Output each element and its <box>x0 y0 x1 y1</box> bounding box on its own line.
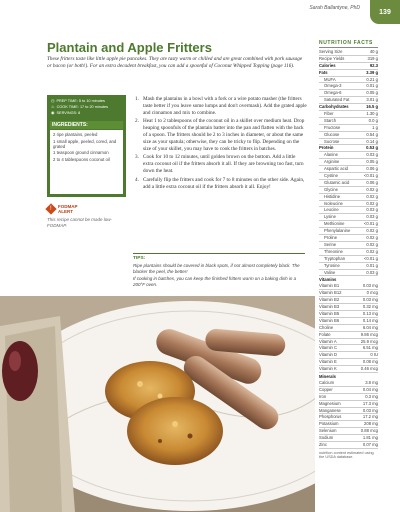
nutrient-name: Vitamin E <box>319 359 337 365</box>
nutrient-name: Folate <box>319 331 331 337</box>
nutrient-value: 3.8 mg <box>365 379 378 385</box>
prep-time: ◷ PREP TIME: 5 to 10 minutes <box>51 98 105 103</box>
nutrition-row <box>319 201 378 208</box>
recipe-title: Plantain and Apple Fritters <box>47 40 212 55</box>
minerals-heading: Minerals <box>319 373 336 379</box>
nutrient-value: 0.07 mg <box>362 441 378 447</box>
nutrition-row <box>319 214 378 221</box>
nutrient-value: 3.01 g <box>366 97 378 103</box>
nutrient-name: Vitamin B6 <box>319 317 340 323</box>
nutrition-rows <box>319 49 378 276</box>
nutrient-name: Vitamin D <box>319 352 338 358</box>
nutrient-name: Threonine <box>324 248 343 254</box>
page-number-badge: 139 <box>370 0 400 24</box>
nutrition-title: NUTRITION FACTS <box>319 40 378 48</box>
nutrient-name: Leucine <box>324 207 339 213</box>
nutrient-value: 0.06 g <box>366 166 378 172</box>
nutrition-row <box>319 442 378 449</box>
nutrition-row <box>319 408 378 415</box>
servings-icon: ◉ <box>51 110 55 115</box>
ingredients-heading: INGREDIENTS: <box>50 121 123 129</box>
nutrient-name: Vitamin A <box>319 338 337 344</box>
time-list <box>47 95 126 119</box>
nutrient-name: Proline <box>324 235 338 241</box>
nutrition-row <box>319 159 378 166</box>
nutrient-value: 0.05 g <box>366 159 378 165</box>
nutrient-value: 6.51 mg <box>362 345 378 351</box>
nutrient-name: Lysine <box>324 214 336 220</box>
nutrient-value: 0.21 g <box>366 76 378 82</box>
nutrient-value: 0.13 mg <box>362 310 378 316</box>
nutrient-value: 0.01 g <box>366 83 378 89</box>
tips-section <box>133 253 305 290</box>
nutrient-value: 0.88 mcg <box>360 428 378 434</box>
nutrient-name: Manganese <box>319 407 341 413</box>
nutrition-row <box>319 63 378 70</box>
nutrient-value: 0.03 mg <box>362 283 378 289</box>
nutrition-row <box>319 118 378 125</box>
nutrient-name: Vitamin B12 <box>319 290 342 296</box>
nutrient-value: 3.39 g <box>366 69 378 75</box>
nutrition-row <box>319 270 378 277</box>
nutrient-value: 0.53 g <box>366 145 378 151</box>
nutrient-name: Zinc <box>319 441 327 447</box>
nutrient-value: 25.9 mcg <box>360 338 378 344</box>
nutrient-name: Glucose <box>324 131 340 137</box>
mineral-rows <box>319 380 378 449</box>
nutrition-row <box>319 187 378 194</box>
nutrient-value: 0.02 g <box>366 228 378 234</box>
recipe-steps <box>135 96 307 192</box>
nutrient-value: 0.03 g <box>366 269 378 275</box>
tip-item: If cooking in batches, you can keep the finished fritters warm on a baking dish in a 200°F oven. <box>133 276 297 288</box>
nutrient-value: 0.02 g <box>366 248 378 254</box>
flame-icon: ♨ <box>51 104 55 109</box>
nutrient-name: Omega-6 <box>324 90 342 96</box>
nutrient-value: 0.54 g <box>366 131 378 137</box>
nutrition-row <box>319 97 378 104</box>
step-item: 2. Heat 1 to 2 tablespoons of the coconut oil in a skillet over medium heat. Drop heaping spoonfuls of the plantain batter into the pan and flatten with the back of a spoon. The fritters should be 2 to 3 inches in diameter, or about the same size as your spatula; otherwise, they can be tricky to flip. Depending on the size of your skillet, you may have to cook the fritters in batches. <box>135 118 305 152</box>
nutrition-row <box>319 380 378 387</box>
nutrient-name: Vitamin B2 <box>319 297 340 303</box>
nutrition-row <box>319 414 378 421</box>
recipe-info-box <box>47 95 126 197</box>
nutrient-value: 319 g <box>367 55 378 61</box>
nutrition-row <box>319 256 378 263</box>
nutrient-value: 0.0 g <box>368 117 378 123</box>
nutrition-row <box>319 145 378 152</box>
ingredient-item: 2 to 4 tablespoons coconut oil <box>53 156 110 162</box>
nutrient-value: 0.05 g <box>366 90 378 96</box>
nutrient-name: Fats <box>319 69 328 75</box>
nutrient-name: Sodium <box>319 435 334 441</box>
nutrient-value: 0.03 g <box>366 152 378 158</box>
nutrient-value: 0.06 g <box>366 179 378 185</box>
nutrient-value: 92.3 <box>369 62 378 68</box>
nutrient-value: 1.81 mg <box>362 435 378 441</box>
alert-icon: ! <box>45 203 56 214</box>
nutrient-name: Arginine <box>324 159 340 165</box>
nutrition-row <box>319 90 378 97</box>
ingredient-item: 1 teaspoon ground cinnamon <box>53 150 109 155</box>
nutrient-value: 0.32 mg <box>362 304 378 310</box>
nutrient-value: 0.03 g <box>366 214 378 220</box>
nutrition-row <box>319 83 378 90</box>
nutrition-row <box>319 263 378 270</box>
nutrient-name: Cystine <box>324 173 338 179</box>
nutrient-name: Valine <box>324 269 336 275</box>
nutrient-value: 0.03 mg <box>362 407 378 413</box>
nutrient-name: Isoleucine <box>324 200 343 206</box>
nutrition-row <box>319 394 378 401</box>
nutrient-value: 0.14 g <box>366 138 378 144</box>
nutrition-row <box>319 104 378 111</box>
nutrient-name: Serine <box>324 241 337 247</box>
alert-label: FODMAP ALERT <box>58 204 78 214</box>
nutrient-name: Recipe Yields <box>319 55 345 61</box>
tips-divider <box>133 253 305 254</box>
cook-time: ♨ COOK TIME: 17 to 20 minutes <box>51 104 109 109</box>
nutrition-row <box>319 242 378 249</box>
ingredients-list <box>50 130 123 194</box>
nutrient-value: 0.01 g <box>366 262 378 268</box>
nutrient-value: 208 mg <box>364 421 378 427</box>
nutrient-name: Phenylalanine <box>324 228 351 234</box>
nutrient-name: Methionine <box>324 221 345 227</box>
nutrition-row <box>319 304 378 311</box>
nutrient-name: Glutamic acid <box>324 179 350 185</box>
nutrient-value: 0 mcg <box>366 290 378 296</box>
vitamin-rows <box>319 283 378 373</box>
nutrient-name: Magnesium <box>319 400 341 406</box>
nutrient-name: Vitamin B5 <box>319 310 340 316</box>
nutrient-name: Omega-3 <box>324 83 342 89</box>
nutrient-value: 0 IU <box>370 352 378 358</box>
nutrition-row <box>319 194 378 201</box>
nutrient-name: Tyrosine <box>324 262 340 268</box>
nutrient-value: 0.14 mg <box>362 317 378 323</box>
nutrient-name: Tryptophan <box>324 255 346 261</box>
nutrient-name: Vitamin C <box>319 345 338 351</box>
nutrient-value: 40 g <box>369 49 378 54</box>
fritters-photo <box>0 296 315 512</box>
nutrient-value: 9.86 mcg <box>360 331 378 337</box>
nutrient-name: Glycine <box>324 186 338 192</box>
nutrient-name: Calcium <box>319 379 335 385</box>
nutrition-row <box>319 366 378 373</box>
nutrition-row <box>319 345 378 352</box>
nutrition-row <box>319 387 378 394</box>
nutrient-name: Carbohydrates <box>319 104 349 110</box>
step-item: 4. Carefully flip the fritters and cook for 7 to 8 minutes on the other side. Again, add a little extra coconut oil if the fritters absorb it all. Enjoy! <box>135 176 305 190</box>
nutrient-value: 0.02 g <box>366 241 378 247</box>
ingredient-item: 1 small apple, peeled, cored, and grated <box>53 138 117 149</box>
nutrient-name: Iron <box>319 393 327 399</box>
nutrient-name: Choline <box>319 324 334 330</box>
servings: ◉ SERVINGS: 8 <box>51 110 81 115</box>
fodmap-alert <box>47 204 126 229</box>
nutrition-row <box>319 180 378 187</box>
nutrient-value: 0.03 g <box>366 207 378 213</box>
ingredient-item: 2 ripe plantains, peeled <box>53 132 98 137</box>
nutrient-value: 0.02 g <box>366 200 378 206</box>
nutrition-row <box>319 332 378 339</box>
nutrient-value: 17.2 mg <box>362 414 378 420</box>
vitamins-heading: Vitamins <box>319 277 337 283</box>
nutrition-facts-panel <box>319 40 378 459</box>
nutrient-value: 17.3 mg <box>362 400 378 406</box>
nutrient-name: Calories <box>319 62 336 68</box>
nutrient-name: Aspartic acid <box>324 166 348 172</box>
nutrition-footnote: nutrition content estimated using the USDA database. <box>319 450 374 460</box>
nutrient-name: Vitamin B3 <box>319 304 340 310</box>
nutrient-name: Starch <box>324 117 337 123</box>
nutrient-name: Selenium <box>319 428 337 434</box>
nutrition-row <box>319 235 378 242</box>
nutrient-value: <0.01 g <box>363 173 378 179</box>
nutrition-row <box>319 283 378 290</box>
nutrient-name: Fiber <box>324 111 334 117</box>
nutrient-value: 0.02 g <box>366 193 378 199</box>
nutrient-value: 16.5 g <box>366 104 378 110</box>
nutrition-row <box>319 290 378 297</box>
nutrient-value: 0.03 mg <box>362 297 378 303</box>
nutrition-row <box>319 152 378 159</box>
nutrient-name: Saturated Fat <box>324 97 350 103</box>
nutrition-row <box>319 297 378 304</box>
nutrition-row <box>319 352 378 359</box>
recipe-intro: These fritters taste like little apple pie pancakes. They are tasty warm or chilled and are great combined with pork sausage or bacon (or both!). For an extra decadent breakfast, you can add a spoonful of Coconut Whipped Topping (page 116). <box>47 56 303 69</box>
clock-icon: ◷ <box>51 98 55 103</box>
nutrition-row <box>319 401 378 408</box>
nutrient-value: 0.46 mcg <box>360 366 378 372</box>
step-item: 3. Cook for 10 to 12 minutes, until golden brown on the bottom. Add a little extra coconut oil if the fritters absorb it all. If they are browning too fast, turn down the heat. <box>135 154 304 174</box>
nutrition-row <box>319 228 378 235</box>
nutrition-row <box>319 132 378 139</box>
nutrition-row <box>319 428 378 435</box>
step-item: 1. Mash the plantains in a bowl with a fork or a wire potato masher (the fritters taste better if you leave some lumps and don't overmash). Add the grated apple and cinnamon and mix to combine. <box>135 96 307 116</box>
alert-text: This recipe cannot be made low-FODMAP. <box>47 217 113 228</box>
nutrient-name: Protein <box>319 145 334 151</box>
nutrient-value: <0.01 g <box>363 255 378 261</box>
nutrient-name: Copper <box>319 386 333 392</box>
nutrient-name: Sucrose <box>324 138 340 144</box>
nutrient-value: 0.08 mg <box>362 359 378 365</box>
nutrient-name: Alanine <box>324 152 338 158</box>
nutrition-row <box>319 318 378 325</box>
nutrient-value: 0.3 mg <box>365 393 378 399</box>
nutrition-row <box>319 339 378 346</box>
nutrient-value: 0.02 g <box>366 235 378 241</box>
nutrition-row <box>319 49 378 56</box>
nutrient-value: 0.02 g <box>366 186 378 192</box>
nutrition-row <box>319 125 378 132</box>
nutrient-name: Vitamin K <box>319 366 337 372</box>
nutrition-row <box>319 435 378 442</box>
nutrition-row <box>319 221 378 228</box>
nutrition-row <box>319 166 378 173</box>
nutrient-name: Phosphorus <box>319 414 342 420</box>
tip-item: Ripe plantains should be covered in black spots, if not almost completely black. The blacker the peel, the better! <box>133 262 300 274</box>
nutrient-name: Histidine <box>324 193 341 199</box>
nutrition-row <box>319 311 378 318</box>
nutrition-row <box>319 70 378 77</box>
nutrition-row <box>319 325 378 332</box>
nutrient-value: 1.30 g <box>366 111 378 117</box>
nutrient-value: 1 g <box>372 124 378 130</box>
nutrition-row <box>319 111 378 118</box>
nutrition-row <box>319 421 378 428</box>
nutrient-name: Vitamin B1 <box>319 283 340 289</box>
nutrient-name: Fructose <box>324 124 341 130</box>
nutrient-value: 6.04 mg <box>362 324 378 330</box>
nutrition-row <box>319 77 378 84</box>
tips-heading: TIPS: <box>133 255 146 261</box>
author-name: Sarah Ballantyne, PhD <box>309 5 360 11</box>
nutrition-row <box>319 207 378 214</box>
nutrient-name: Potassium <box>319 421 339 427</box>
nutrition-row <box>319 139 378 146</box>
nutrient-name: MUFA <box>324 76 336 82</box>
nutrition-row <box>319 249 378 256</box>
nutrition-row <box>319 56 378 63</box>
nutrient-value: 0.04 mg <box>362 386 378 392</box>
nutrient-name: Serving Size <box>319 49 343 54</box>
nutrition-row <box>319 173 378 180</box>
nutrition-row <box>319 359 378 366</box>
nutrient-value: <0.01 g <box>363 221 378 227</box>
